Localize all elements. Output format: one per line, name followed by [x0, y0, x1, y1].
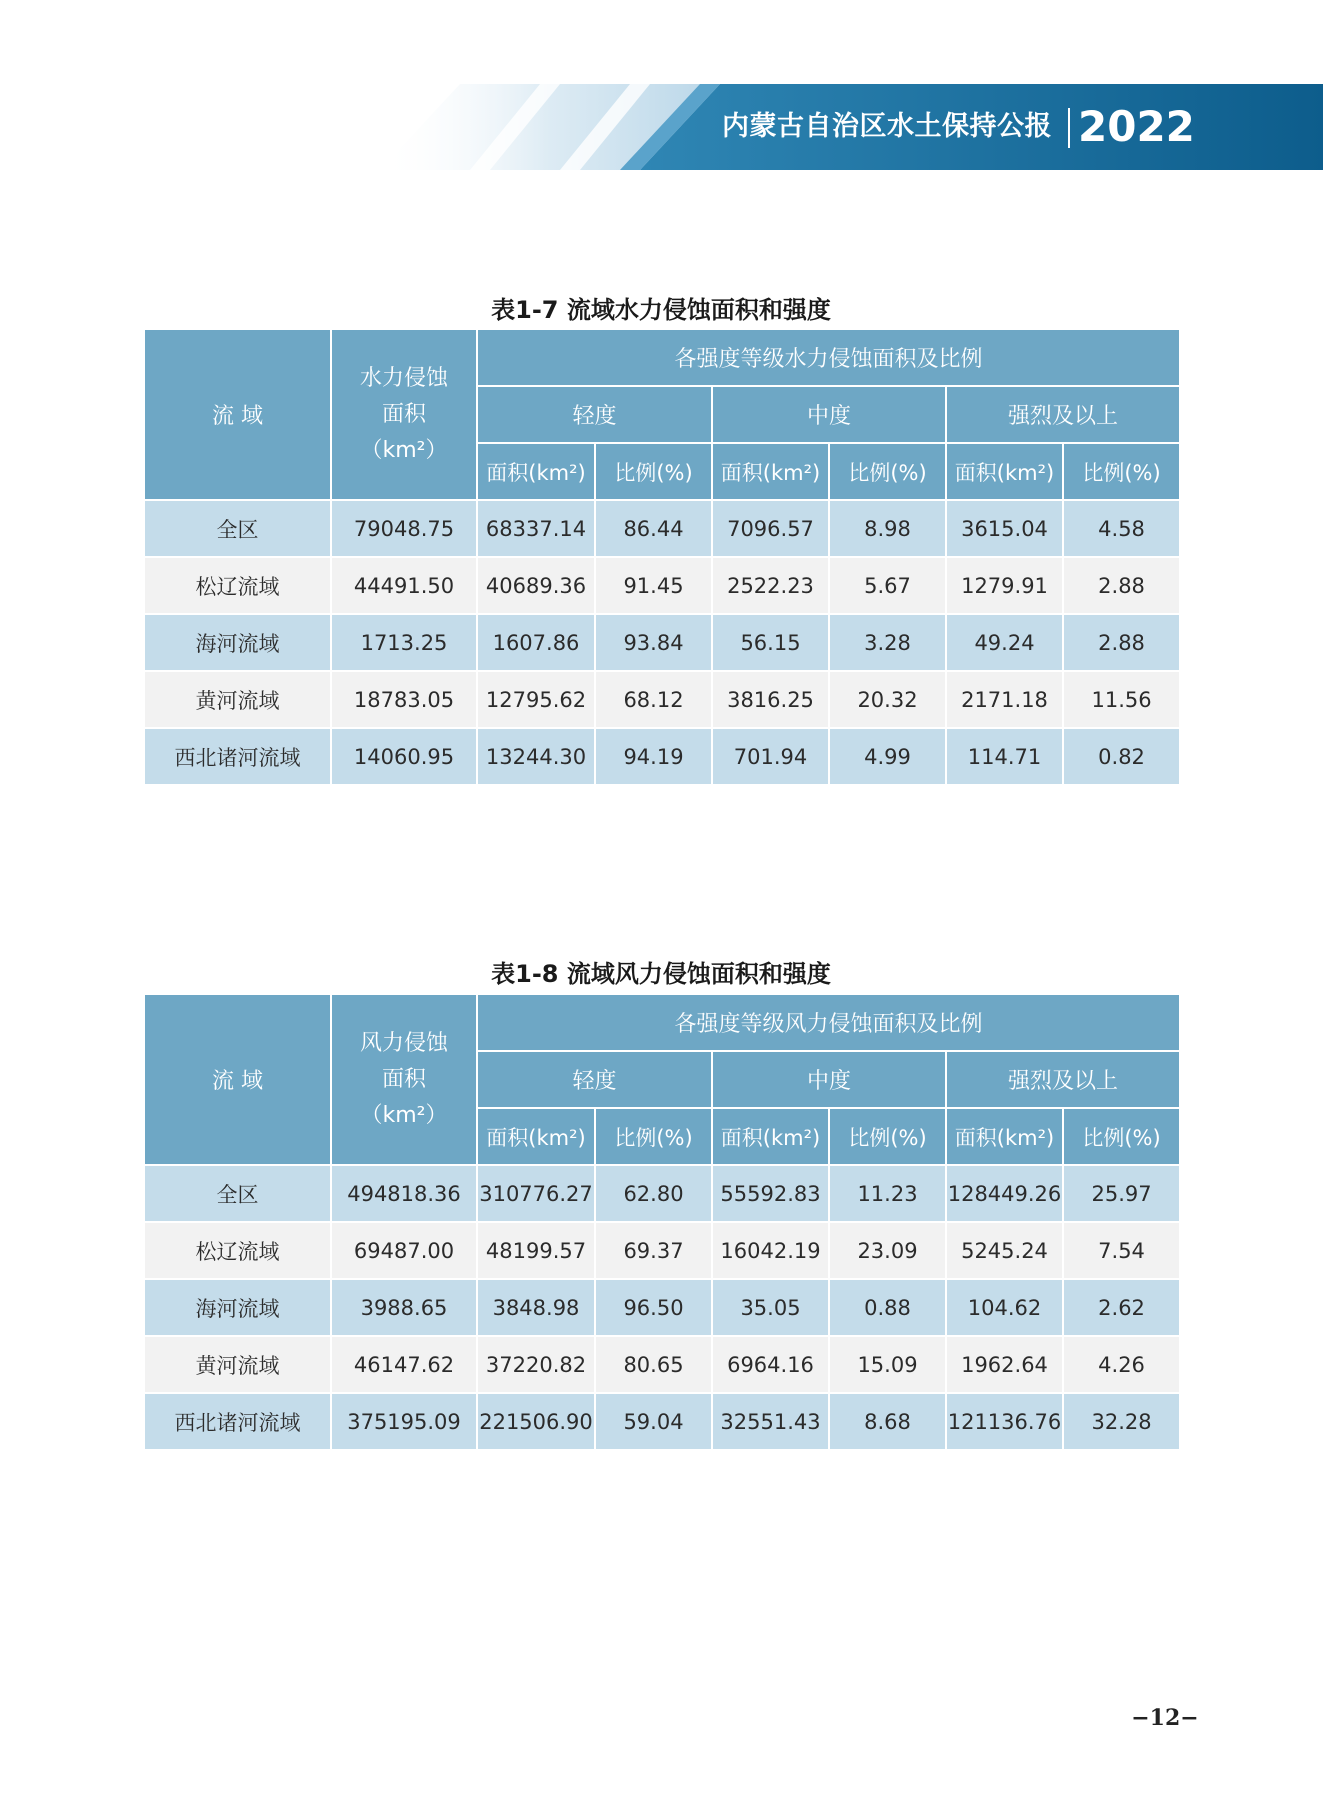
col-header-total — [331, 994, 477, 1165]
cell-severe-ratio: 4.58 — [1063, 500, 1180, 557]
cell-moderate-area: 2522.23 — [712, 557, 829, 614]
cell-moderate-ratio: 15.09 — [829, 1336, 946, 1393]
cell-total: 18783.05 — [331, 671, 477, 728]
table-row — [144, 1222, 1180, 1279]
sub-header-ratio: 比例(%) — [1063, 1108, 1180, 1165]
level-header-light: 轻度 — [477, 386, 712, 443]
level-header-severe: 强烈及以上 — [946, 1051, 1180, 1108]
title-separator — [1068, 108, 1070, 148]
cell-total: 46147.62 — [331, 1336, 477, 1393]
sub-header-area: 面积(km²) — [712, 443, 829, 500]
cell-severe-ratio: 7.54 — [1063, 1222, 1180, 1279]
table-1-7-title: 表1-7 流域水力侵蚀面积和强度 — [491, 296, 831, 324]
cell-light-ratio: 62.80 — [595, 1165, 712, 1222]
group-header: 各强度等级水力侵蚀面积及比例 — [477, 329, 1180, 386]
table-row — [144, 614, 1180, 671]
cell-moderate-ratio: 3.28 — [829, 614, 946, 671]
cell-severe-area: 1962.64 — [946, 1336, 1063, 1393]
cell-region: 松辽流域 — [144, 1222, 331, 1279]
cell-severe-area: 5245.24 — [946, 1222, 1063, 1279]
cell-severe-ratio: 0.82 — [1063, 728, 1180, 785]
cell-severe-area: 2171.18 — [946, 671, 1063, 728]
cell-severe-area: 128449.26 — [946, 1165, 1063, 1222]
table-row — [144, 500, 1180, 557]
col-header-total-line1: 水力侵蚀 — [359, 365, 448, 391]
cell-moderate-area: 16042.19 — [712, 1222, 829, 1279]
cell-moderate-ratio: 0.88 — [829, 1279, 946, 1336]
cell-severe-ratio: 11.56 — [1063, 671, 1180, 728]
cell-region: 黄河流域 — [144, 1336, 331, 1393]
cell-severe-area: 49.24 — [946, 614, 1063, 671]
col-header-total-line3: （km²） — [360, 437, 448, 463]
sub-header-area: 面积(km²) — [477, 443, 595, 500]
col-header-region: 流 域 — [144, 329, 331, 500]
cell-severe-ratio: 2.88 — [1063, 557, 1180, 614]
group-header: 各强度等级风力侵蚀面积及比例 — [477, 994, 1180, 1051]
cell-severe-ratio: 2.88 — [1063, 614, 1180, 671]
cell-light-area: 13244.30 — [477, 728, 595, 785]
table-row — [144, 1336, 1180, 1393]
sub-header-ratio: 比例(%) — [595, 443, 712, 500]
cell-light-area: 310776.27 — [477, 1165, 595, 1222]
cell-region: 海河流域 — [144, 1279, 331, 1336]
cell-light-area: 12795.62 — [477, 671, 595, 728]
cell-region: 黄河流域 — [144, 671, 331, 728]
level-header-moderate: 中度 — [712, 1051, 946, 1108]
sub-header-area: 面积(km²) — [946, 443, 1063, 500]
cell-severe-area: 114.71 — [946, 728, 1063, 785]
cell-light-area: 1607.86 — [477, 614, 595, 671]
cell-light-ratio: 80.65 — [595, 1336, 712, 1393]
cell-moderate-area: 56.15 — [712, 614, 829, 671]
cell-light-ratio: 69.37 — [595, 1222, 712, 1279]
cell-region: 全区 — [144, 500, 331, 557]
cell-severe-ratio: 25.97 — [1063, 1165, 1180, 1222]
col-header-total-line1: 风力侵蚀 — [359, 1030, 448, 1056]
cell-light-ratio: 96.50 — [595, 1279, 712, 1336]
cell-total: 3988.65 — [331, 1279, 477, 1336]
cell-region: 海河流域 — [144, 614, 331, 671]
cell-moderate-ratio: 4.99 — [829, 728, 946, 785]
cell-moderate-area: 6964.16 — [712, 1336, 829, 1393]
cell-severe-area: 1279.91 — [946, 557, 1063, 614]
cell-region: 松辽流域 — [144, 557, 331, 614]
cell-total: 69487.00 — [331, 1222, 477, 1279]
sub-header-area: 面积(km²) — [712, 1108, 829, 1165]
table-row — [144, 1393, 1180, 1450]
cell-total: 494818.36 — [331, 1165, 477, 1222]
cell-light-area: 3848.98 — [477, 1279, 595, 1336]
cell-moderate-area: 55592.83 — [712, 1165, 829, 1222]
col-header-total-line2: 面积 — [381, 1066, 426, 1092]
cell-moderate-ratio: 11.23 — [829, 1165, 946, 1222]
sub-header-area: 面积(km²) — [477, 1108, 595, 1165]
cell-total: 375195.09 — [331, 1393, 477, 1450]
cell-moderate-area: 35.05 — [712, 1279, 829, 1336]
cell-moderate-area: 701.94 — [712, 728, 829, 785]
table-1-7 — [143, 328, 1181, 786]
cell-severe-ratio: 32.28 — [1063, 1393, 1180, 1450]
cell-severe-ratio: 2.62 — [1063, 1279, 1180, 1336]
table-1-8-title: 表1-8 流域风力侵蚀面积和强度 — [491, 960, 831, 988]
table-row — [144, 728, 1180, 785]
report-year: 2022 — [1078, 102, 1195, 151]
table-1-8 — [143, 993, 1181, 1451]
cell-light-ratio: 59.04 — [595, 1393, 712, 1450]
sub-header-ratio: 比例(%) — [595, 1108, 712, 1165]
table-row — [144, 1279, 1180, 1336]
col-header-total — [331, 329, 477, 500]
cell-severe-area: 121136.76 — [946, 1393, 1063, 1450]
cell-moderate-area: 32551.43 — [712, 1393, 829, 1450]
cell-total: 79048.75 — [331, 500, 477, 557]
cell-moderate-ratio: 5.67 — [829, 557, 946, 614]
cell-total: 1713.25 — [331, 614, 477, 671]
cell-total: 14060.95 — [331, 728, 477, 785]
cell-moderate-area: 3816.25 — [712, 671, 829, 728]
sub-header-ratio: 比例(%) — [829, 443, 946, 500]
table-row — [144, 1165, 1180, 1222]
cell-light-area: 37220.82 — [477, 1336, 595, 1393]
cell-light-ratio: 91.45 — [595, 557, 712, 614]
cell-region: 全区 — [144, 1165, 331, 1222]
cell-moderate-ratio: 20.32 — [829, 671, 946, 728]
cell-light-ratio: 93.84 — [595, 614, 712, 671]
sub-header-area: 面积(km²) — [946, 1108, 1063, 1165]
cell-light-ratio: 94.19 — [595, 728, 712, 785]
cell-total: 44491.50 — [331, 557, 477, 614]
cell-moderate-ratio: 8.68 — [829, 1393, 946, 1450]
report-title: 内蒙古自治区水土保持公报 — [722, 111, 1052, 142]
cell-light-ratio: 86.44 — [595, 500, 712, 557]
table-row — [144, 557, 1180, 614]
cell-light-area: 40689.36 — [477, 557, 595, 614]
col-header-total-line3: （km²） — [360, 1102, 448, 1128]
cell-region: 西北诸河流域 — [144, 1393, 331, 1450]
col-header-total-line2: 面积 — [381, 401, 426, 427]
level-header-severe: 强烈及以上 — [946, 386, 1180, 443]
cell-severe-area: 3615.04 — [946, 500, 1063, 557]
cell-moderate-ratio: 8.98 — [829, 500, 946, 557]
cell-light-area: 221506.90 — [477, 1393, 595, 1450]
cell-light-area: 68337.14 — [477, 500, 595, 557]
table-row — [144, 671, 1180, 728]
level-header-moderate: 中度 — [712, 386, 946, 443]
cell-light-ratio: 68.12 — [595, 671, 712, 728]
cell-severe-area: 104.62 — [946, 1279, 1063, 1336]
sub-header-ratio: 比例(%) — [829, 1108, 946, 1165]
cell-moderate-area: 7096.57 — [712, 500, 829, 557]
cell-severe-ratio: 4.26 — [1063, 1336, 1180, 1393]
level-header-light: 轻度 — [477, 1051, 712, 1108]
header-banner — [0, 84, 1323, 170]
page-number: −12− — [1131, 1705, 1199, 1731]
sub-header-ratio: 比例(%) — [1063, 443, 1180, 500]
col-header-region: 流 域 — [144, 994, 331, 1165]
cell-region: 西北诸河流域 — [144, 728, 331, 785]
cell-moderate-ratio: 23.09 — [829, 1222, 946, 1279]
cell-light-area: 48199.57 — [477, 1222, 595, 1279]
